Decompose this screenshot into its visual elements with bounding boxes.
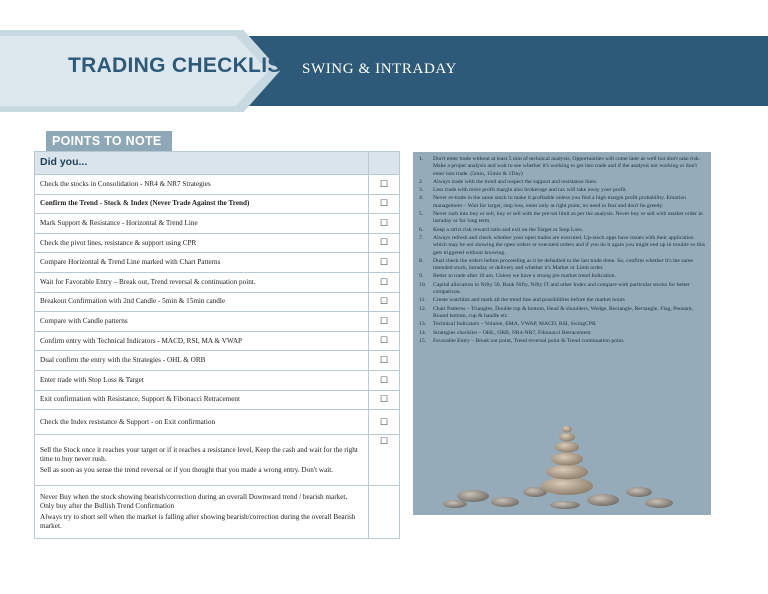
note-item — [419, 306, 705, 321]
checkbox[interactable]: ☐ — [369, 312, 400, 332]
checkbox[interactable]: ☐ — [369, 390, 400, 410]
checklist-row — [35, 410, 400, 435]
note-item — [419, 273, 705, 280]
note-number: 1. — [419, 156, 424, 162]
checkbox[interactable]: ☐ — [369, 410, 400, 435]
checklist-row — [35, 233, 400, 253]
checklist-table — [34, 151, 400, 539]
note-item — [419, 297, 705, 304]
checklist-row — [35, 175, 400, 195]
sell-note: Sell the Stock once it reaches your target or if it reaches a resistance level, Keep the cash and wait for the right time to buy never rush. — [40, 445, 358, 463]
note-item — [419, 235, 705, 257]
checklist-header-row — [35, 152, 400, 175]
section-label: POINTS TO NOTE — [46, 131, 172, 151]
checklist-item: Enter trade with Stop Loss & Target — [35, 370, 369, 390]
buy-note: Always try to short sell when the market is falling after showing bearish/correction during the overall Bearish market. — [40, 513, 356, 531]
checklist-row — [35, 312, 400, 332]
checkbox[interactable]: ☐ — [369, 233, 400, 253]
note-number: 2. — [419, 178, 424, 185]
checklist-item: Compare Horizontal & Trend Line marked with Chart Patterns — [35, 253, 369, 273]
note-number: 11. — [419, 297, 426, 304]
note-item — [419, 258, 705, 273]
note-text: Never rush into buy or sell, buy or sell with the pre-set limit as per the analysis. Never buy or sell with market order in intraday or for long term. — [433, 211, 703, 225]
checkbox[interactable]: ☐ — [369, 292, 400, 312]
note-text: Favorable Entry – Break out point, Trend reversal point & Trend continuation point. — [433, 337, 625, 344]
checklist-item: Check the Index resistance & Support - on Exit confirmation — [35, 410, 369, 435]
checklist-item: Dual confirm the entry with the Strategies - OHL & ORB — [35, 351, 369, 371]
checklist-heading: Did you... — [35, 152, 369, 175]
page-title: TRADING CHECKLIST — [68, 54, 295, 77]
note-text: Dual check the orders before proceeding as it be defaulted to the last trade done. So, confirm whether it's the same intended stock, intraday or delivery and whether it's Market or Limit order. — [433, 257, 694, 272]
checkbox[interactable]: ☐ — [369, 272, 400, 292]
note-number: 6. — [419, 226, 424, 233]
note-number: 15. — [419, 337, 427, 344]
note-text: Never re-trade in the same stock to make it profitable unless you find a high margin profit probability. Emotion management – Wait for target, stop loss, enter only at right point, no need to fear and don't be greedy. — [433, 195, 687, 209]
note-number: 4. — [419, 195, 424, 202]
note-item — [419, 187, 705, 194]
note-item — [419, 282, 705, 297]
checklist-row — [35, 214, 400, 234]
note-item — [419, 156, 705, 178]
checklist-item: Check the pivot lines, resistance & support using CPR — [35, 233, 369, 253]
checkbox[interactable]: ☐ — [369, 214, 400, 234]
note-text: Less trade with more profit margin also brokerage and tax will take away your profit. — [433, 187, 627, 194]
checklist-item: Confirm entry with Technical Indicators - MACD, RSI, MA & VWAP — [35, 331, 369, 351]
note-text: Always trade with the trend and respect the support and resistance lines. — [433, 178, 598, 185]
note-item — [419, 338, 705, 345]
note-item — [419, 321, 705, 328]
checkbox[interactable]: ☐ — [369, 331, 400, 351]
note-item — [419, 227, 705, 234]
checkbox[interactable]: ☐ — [369, 194, 400, 214]
note-number: 14. — [419, 329, 427, 336]
note-item — [419, 211, 705, 226]
note-text: Don't enter trade without at least 5 min of technical analysis, Opportunities will come later as well but don't take risk. Make a proper analysis and wait to see whether it's working to get into trade and if the analysis not working or don't enter into trade. (5min, 15min & 1Day) — [433, 156, 701, 177]
checklist-row — [35, 253, 400, 273]
checklist-row — [35, 390, 400, 410]
note-number: 8. — [419, 257, 424, 264]
buy-notes-cell — [35, 486, 369, 539]
checklist-row — [35, 331, 400, 351]
note-text: Strategies checklist – OHL, ORB, NR4-NR7, Fibonacci Retracement — [433, 329, 591, 336]
note-item — [419, 330, 705, 337]
page-subtitle: SWING & INTRADAY — [302, 61, 457, 77]
note-text: Technical Indicators – Volume, EMA, VWAP, MACD, RSI, SwingCPR — [433, 321, 596, 328]
checkbox[interactable]: ☐ — [369, 370, 400, 390]
checklist-item: Check the stocks in Consolidation - NR4 & NR7 Strategies — [35, 175, 369, 195]
checkbox[interactable]: ☐ — [369, 435, 400, 486]
sell-notes-cell — [35, 435, 369, 486]
note-text: Chart Patterns – Triangles, Double top & bottom, Head & shoulders, Wedge, Rectangle, Rectangle, Flag, Pennant, Round bottom, cup & handle etc. — [433, 305, 693, 319]
note-item — [419, 195, 705, 210]
note-text: Better to trade after 10 am. Unless we have a strong pre market trend Indication. — [433, 273, 616, 280]
note-number: 5. — [419, 211, 424, 218]
note-number: 3. — [419, 187, 424, 194]
note-item — [419, 179, 705, 186]
checklist-row-sell — [35, 435, 400, 486]
checklist-row — [35, 194, 400, 214]
checklist-item: Wait for Favorable Entry – Break out, Trend reversal & continuation point. — [35, 272, 369, 292]
stacked-stones-image — [443, 412, 679, 510]
buy-note: Never Buy when the stock showing bearish/correction during an overall Downward trend / bearish market, Only buy after the Bullish Trend Confirmation — [40, 493, 348, 511]
checklist-row — [35, 272, 400, 292]
sell-note: Sell as soon as you sense the trend reversal or if you thought that you made a wrong entry. Don't wait. — [40, 465, 334, 474]
checklist-item: Breakout Confirmation with 2nd Candle - 5min & 15min candle — [35, 292, 369, 312]
checkbox[interactable]: ☐ — [369, 351, 400, 371]
checklist-row — [35, 351, 400, 371]
checklist-item: Confirm the Trend - Stock & Index (Never Trade Against the Trend) — [35, 194, 369, 214]
note-number: 13. — [419, 321, 427, 328]
note-text: Create watchlist and mark all the trend line and possibilities before the market hours — [433, 297, 625, 304]
checkbox[interactable]: ☐ — [369, 175, 400, 195]
note-number: 12. — [419, 305, 427, 312]
note-text: Always refresh and check whether your open trades are executed. Up-stock apps have issues with their application which may be not showing the open orders or executed orders and if you do it again you might end up in trouble so this gets triggered without knowing. — [433, 234, 705, 256]
note-text: Keep a strict risk reward ratio and exit on the Target or Stop Loss. — [433, 226, 584, 233]
checklist-header-cell — [369, 152, 400, 175]
checklist-row — [35, 370, 400, 390]
checklist-item: Mark Support & Resistance - Horizontal & Trend Line — [35, 214, 369, 234]
note-text: Capital allocation to Nifty 50, Bank Nifty, Nifty IT and other Index and compare with particular stocks for better comparison. — [433, 281, 690, 296]
note-number: 7. — [419, 234, 424, 241]
notes-list — [413, 152, 711, 345]
note-number: 10. — [419, 281, 427, 288]
empty-cell — [369, 486, 400, 539]
checklist-row — [35, 292, 400, 312]
checklist-item: Compare with Candle patterns — [35, 312, 369, 332]
notes-panel — [413, 152, 711, 515]
checklist-row-buy — [35, 486, 400, 539]
note-number: 9. — [419, 273, 424, 280]
checkbox[interactable]: ☐ — [369, 253, 400, 273]
checklist-item: Exit confirmation with Resistance, Support & Fibonacci Retracement — [35, 390, 369, 410]
